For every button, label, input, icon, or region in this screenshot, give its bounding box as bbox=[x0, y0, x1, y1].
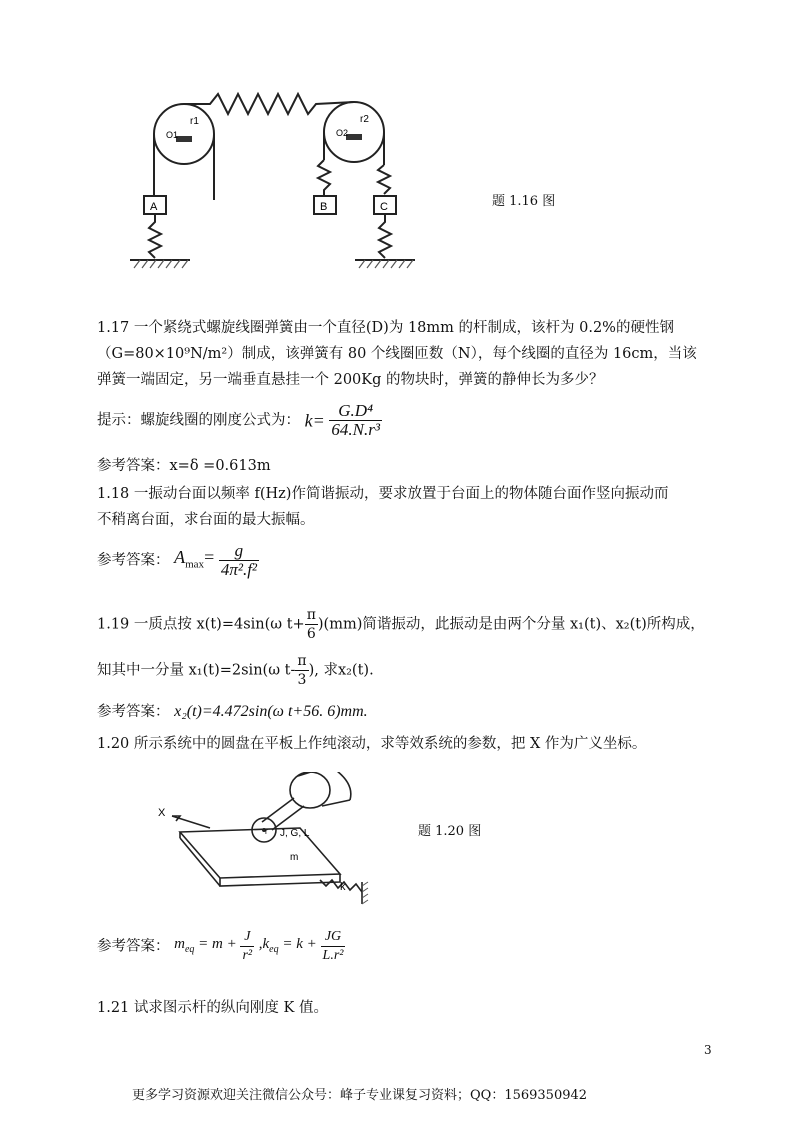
problem-1-18-line2: 不稍离台面，求台面的最大振幅。 bbox=[97, 512, 315, 528]
problem-1-17-line3: 弹簧一端固定，另一端垂直悬挂一个 200Kg 的物块时，弹簧的静伸长为多少？ bbox=[97, 372, 604, 388]
meq-numerator: J bbox=[240, 928, 254, 947]
plate bbox=[180, 828, 340, 878]
hint-formula-denominator: 64.N.r³ bbox=[331, 420, 380, 439]
page-number: 3 bbox=[704, 1043, 712, 1057]
problem-1-19-line2 bbox=[97, 652, 374, 689]
label-jgl: J, G, L bbox=[280, 828, 310, 839]
label-r1: r1 bbox=[190, 116, 199, 127]
pi-over-6 bbox=[305, 606, 318, 643]
shaft-housing bbox=[290, 772, 330, 808]
label-m: m bbox=[290, 852, 299, 863]
label-r2: r2 bbox=[360, 114, 369, 125]
hint-formula-numerator: G.D⁴ bbox=[329, 402, 382, 421]
label-a: A bbox=[150, 201, 158, 213]
hint-label: 提示：螺旋线圈的刚度公式为： bbox=[97, 412, 300, 429]
problem-1-17-answer: 参考答案：x=δ =0.613m bbox=[97, 458, 271, 474]
problem-1-17-line1: 1.17 一个紧绕式螺旋线圈弹簧由一个直径(D)为 18mm 的杆制成，该杆为 0.2%的硬性钢 bbox=[97, 320, 674, 336]
figure-1-16 bbox=[110, 80, 430, 280]
meq-denominator: r² bbox=[242, 948, 253, 963]
label-b: B bbox=[320, 201, 328, 213]
amax-sub: max bbox=[185, 558, 205, 571]
amax-fraction bbox=[219, 542, 259, 579]
answer-label: 参考答案： bbox=[97, 938, 170, 955]
problem-1-19-answer bbox=[97, 702, 368, 722]
hint-formula-fraction bbox=[329, 402, 382, 439]
label-k: k bbox=[340, 881, 346, 893]
pi-over-3 bbox=[295, 652, 308, 689]
keq-numerator: JG bbox=[321, 928, 346, 947]
amax-symbol bbox=[174, 546, 215, 571]
keq-sub: eq bbox=[269, 943, 279, 955]
problem-1-18-answer bbox=[97, 542, 259, 579]
keq-mid: = k + bbox=[278, 935, 321, 952]
label-o2: O2 bbox=[336, 128, 349, 138]
problem-1-19-line1 bbox=[97, 606, 705, 643]
pi-over-3-num: π bbox=[297, 653, 307, 669]
top-spring bbox=[184, 94, 354, 114]
label-o1: O1 bbox=[166, 130, 179, 140]
keq-fraction bbox=[321, 928, 346, 965]
meq-m: m bbox=[174, 935, 185, 952]
p119-line2-b: ), 求x₂(t). bbox=[308, 662, 374, 679]
pi-over-6-den: 6 bbox=[306, 626, 316, 642]
meq-fraction bbox=[240, 928, 254, 965]
problem-1-17-hint bbox=[97, 402, 382, 439]
figure-1-16-caption: 题 1.16 图 bbox=[492, 194, 556, 209]
p119-line1-a: 1.19 一质点按 x(t)=4sin(ω t+ bbox=[97, 616, 305, 633]
label-c: C bbox=[380, 201, 388, 213]
meq-sub: eq bbox=[184, 943, 195, 955]
label-x: X bbox=[158, 807, 166, 819]
footer-text: 更多学习资源欢迎关注微信公众号：峰子专业课复习资料；QQ：1569350942 bbox=[132, 1088, 588, 1103]
label-r: r bbox=[265, 827, 268, 836]
meq bbox=[174, 935, 241, 955]
keq bbox=[258, 935, 321, 955]
pulley-2 bbox=[324, 102, 384, 162]
pi-over-3-den: 3 bbox=[297, 672, 307, 688]
answer-label: 参考答案： bbox=[97, 704, 170, 720]
keq-k: ,k bbox=[258, 935, 270, 952]
p119-line1-b: )(mm)简谐振动，此振动是由两个分量 x₁(t)、x₂(t)所构成， bbox=[317, 616, 705, 633]
keq-denominator: L.r² bbox=[322, 948, 344, 963]
p119-line2-a: 知其中一分量 x₁(t)=2sin(ω t- bbox=[97, 662, 296, 679]
figure-1-20 bbox=[150, 772, 410, 922]
amax-a: A bbox=[174, 546, 186, 567]
answer-formula: x₂(t)=4.472sin(ω t+56. 6)mm. bbox=[174, 703, 368, 720]
problem-1-17-line2: （G=80×10⁹N/m²）制成，该弹簧有 80 个线圈匝数（N），每个线圈的直径为 16cm，当该 bbox=[97, 346, 697, 362]
problem-1-21-line1: 1.21 试求图示杆的纵向刚度 K 值。 bbox=[97, 1000, 328, 1016]
pi-over-6-num: π bbox=[306, 607, 316, 623]
amax-numerator: g bbox=[219, 542, 259, 561]
figure-1-20-caption: 题 1.20 图 bbox=[418, 824, 482, 839]
answer-label: 参考答案： bbox=[97, 552, 170, 569]
amax-eq: = bbox=[204, 546, 215, 567]
pulley-1 bbox=[154, 104, 214, 164]
amax-denominator: 4π².f² bbox=[220, 560, 258, 579]
problem-1-20-answer bbox=[97, 928, 345, 965]
hint-formula-lhs: k= bbox=[304, 410, 325, 431]
meq-mid: = m + bbox=[194, 935, 241, 952]
problem-1-20-line1: 1.20 所示系统中的圆盘在平板上作纯滚动，求等效系统的参数，把 X 作为广义坐标。 bbox=[97, 736, 647, 752]
problem-1-18-line1: 1.18 一振动台面以频率 f(Hz)作简谐振动，要求放置于台面上的物体随台面作竖向振动而 bbox=[97, 486, 669, 502]
